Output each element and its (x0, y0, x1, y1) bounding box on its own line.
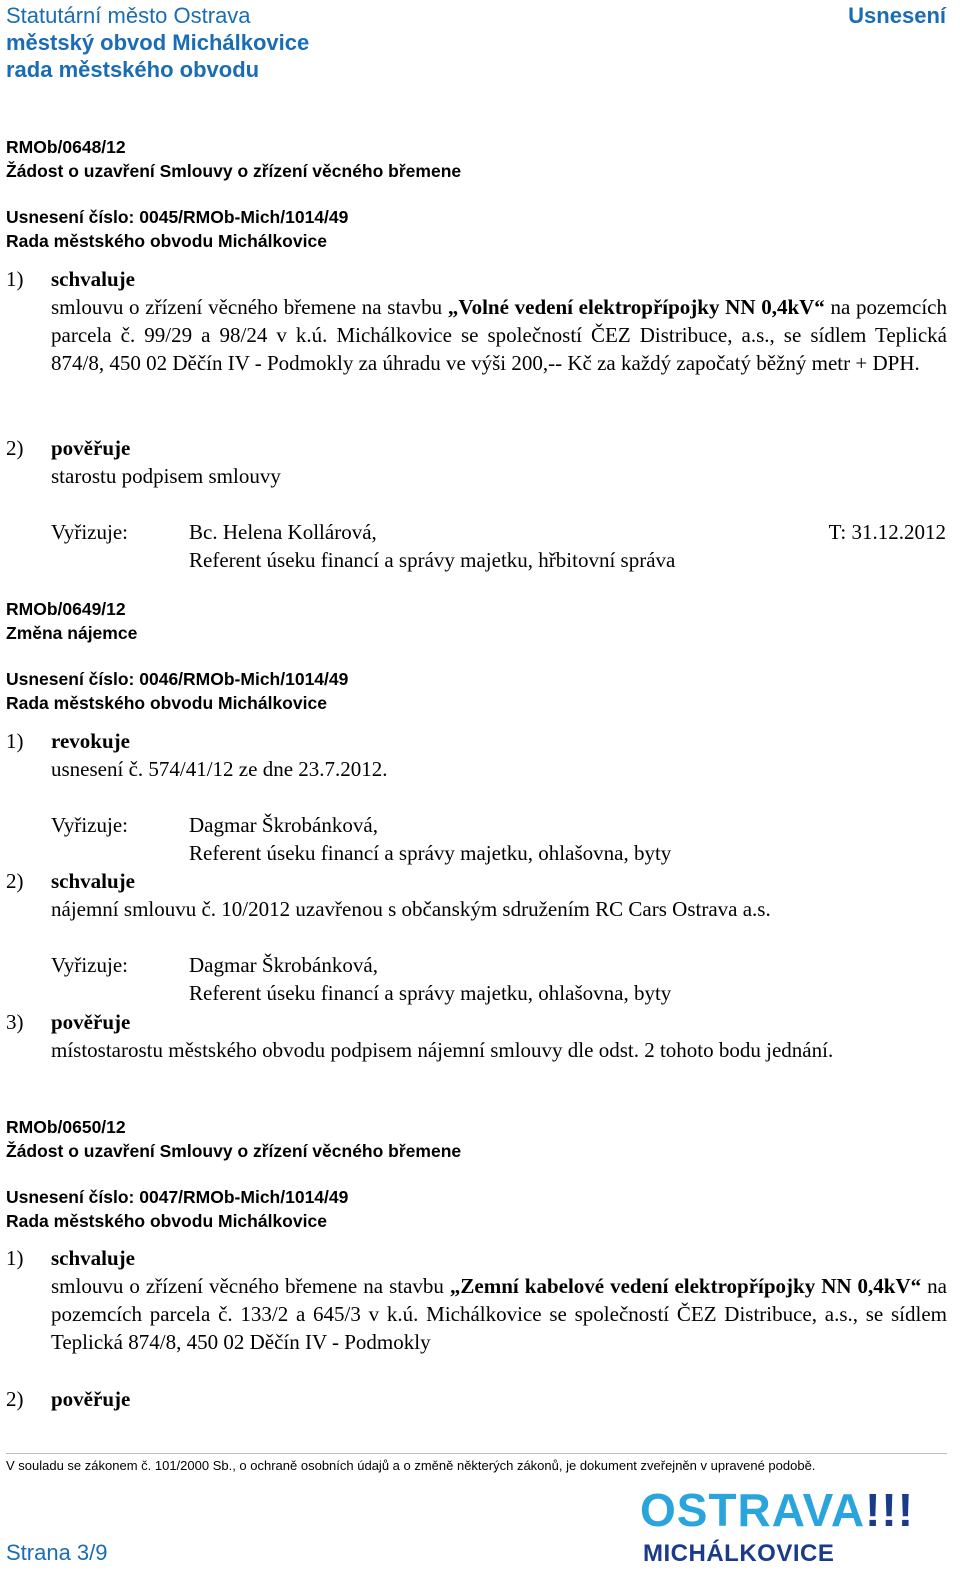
footer-divider (6, 1453, 947, 1454)
s3-title: Žádost o uzavření Smlouvy o zřízení věcného břemene (6, 1141, 462, 1161)
logo-subtitle: MICHÁLKOVICE (643, 1540, 835, 1567)
city-name: Statutární město Ostrava (6, 3, 251, 28)
s2-handler2-label: Vyřizuje: (51, 953, 128, 977)
district-name: městský obvod Michálkovice (6, 30, 310, 55)
s1-item1-number: 1) (6, 267, 24, 291)
s1-deadline: T: 31.12.2012 (828, 520, 946, 544)
s3-resolution-number: Usnesení číslo: 0047/RMOb-Mich/1014/49 (6, 1187, 349, 1207)
header-block (6, 2, 309, 83)
s1-handler-name: Bc. Helena Kollárová, (189, 520, 377, 544)
s2-item1-verb: revokuje (51, 729, 130, 753)
doc-type: Usnesení (848, 3, 946, 28)
s3-item2-verb: pověřuje (51, 1387, 131, 1411)
s2-handler1-label: Vyřizuje: (51, 813, 128, 837)
s2-resolution-number: Usnesení číslo: 0046/RMOb-Mich/1014/49 (6, 669, 349, 689)
s1-title: Žádost o uzavření Smlouvy o zřízení věcného břemene (6, 161, 462, 181)
page-number: Strana 3/9 (6, 1540, 108, 1565)
s1-item1-text-c: na pozemcích parcela č. 99/29 a 98/24 v k.ú. Michálkovice se společností ČEZ Distribuce, a.s., se sídlem Teplická 874/8, 450 02 Děčín IV - Podmokly za úhradu ve výši 200,-- Kč za každý započatý běžný metr + DPH. (51, 295, 947, 375)
s3-code: RMOb/0650/12 (6, 1117, 126, 1137)
s2-handler1-name: Dagmar Škrobánková, (189, 813, 378, 837)
s2-item1-text: usnesení č. 574/41/12 ze dne 23.7.2012. (51, 757, 388, 781)
s2-item2-verb: schvaluje (51, 869, 135, 893)
s1-item1-text-b: „Volné vedení elektropřípojky NN 0,4kV“ (447, 295, 825, 319)
s2-item1-number: 1) (6, 729, 24, 753)
s1-item1-verb: schvaluje (51, 267, 135, 291)
s1-code: RMOb/0648/12 (6, 137, 126, 157)
s1-item1-text (51, 293, 947, 377)
s1-council: Rada městského obvodu Michálkovice (6, 231, 327, 251)
s3-item1-text-c: na pozemcích parcela č. 133/2 a 645/3 v k.ú. Michálkovice se společností ČEZ Distribuce, a.s., se sídlem Teplická 874/8, 450 02 Děčín IV - Podmokly (51, 1274, 947, 1354)
s2-handler1-role: Referent úseku financí a správy majetku, ohlašovna, byty (189, 841, 672, 865)
ostrava-logo (640, 1484, 914, 1536)
s2-handler2-name: Dagmar Škrobánková, (189, 953, 378, 977)
s2-item3-verb: pověřuje (51, 1010, 131, 1034)
logo-main-text: OSTRAVA (640, 1484, 866, 1536)
s3-item1-text-b: „Zemní kabelové vedení elektropřípojky NN 0,4kV“ (449, 1274, 922, 1298)
s3-item1-text-a: smlouvu o zřízení věcného břemene na stavbu (51, 1274, 450, 1298)
s1-item1-text-a: smlouvu o zřízení věcného břemene na stavbu (51, 295, 448, 319)
s3-item2-number: 2) (6, 1387, 24, 1411)
s2-item3-number: 3) (6, 1010, 24, 1034)
s2-item2-number: 2) (6, 869, 24, 893)
s2-item2-text: nájemní smlouvu č. 10/2012 uzavřenou s občanským sdružením RC Cars Ostrava a.s. (51, 897, 771, 921)
s3-item1-text (51, 1272, 947, 1356)
s2-handler2-role: Referent úseku financí a správy majetku, ohlašovna, byty (189, 981, 672, 1005)
privacy-note: V souladu se zákonem č. 101/2000 Sb., o ochraně osobních údajů a o změně některých zákonů, je dokument zveřejněn v upravené podobě. (6, 1458, 816, 1473)
s1-handler-role: Referent úseku financí a správy majetku, hřbitovní správa (189, 548, 676, 572)
s2-code: RMOb/0649/12 (6, 599, 126, 619)
s1-item2-verb: pověřuje (51, 436, 131, 460)
s2-title: Změna nájemce (6, 623, 138, 643)
s3-item1-verb: schvaluje (51, 1246, 135, 1270)
s1-item2-number: 2) (6, 436, 24, 460)
s2-council: Rada městského obvodu Michálkovice (6, 693, 327, 713)
logo-exclamations: !!! (865, 1484, 915, 1536)
s1-handler-label: Vyřizuje: (51, 520, 128, 544)
council-name: rada městského obvodu (6, 57, 260, 82)
s2-item3-text: místostarostu městského obvodu podpisem nájemní smlouvy dle odst. 2 tohoto bodu jednání. (51, 1038, 834, 1062)
s1-item2-text: starostu podpisem smlouvy (51, 464, 281, 488)
s3-item1-number: 1) (6, 1246, 24, 1270)
s3-council: Rada městského obvodu Michálkovice (6, 1211, 327, 1231)
s1-resolution-number: Usnesení číslo: 0045/RMOb-Mich/1014/49 (6, 207, 349, 227)
